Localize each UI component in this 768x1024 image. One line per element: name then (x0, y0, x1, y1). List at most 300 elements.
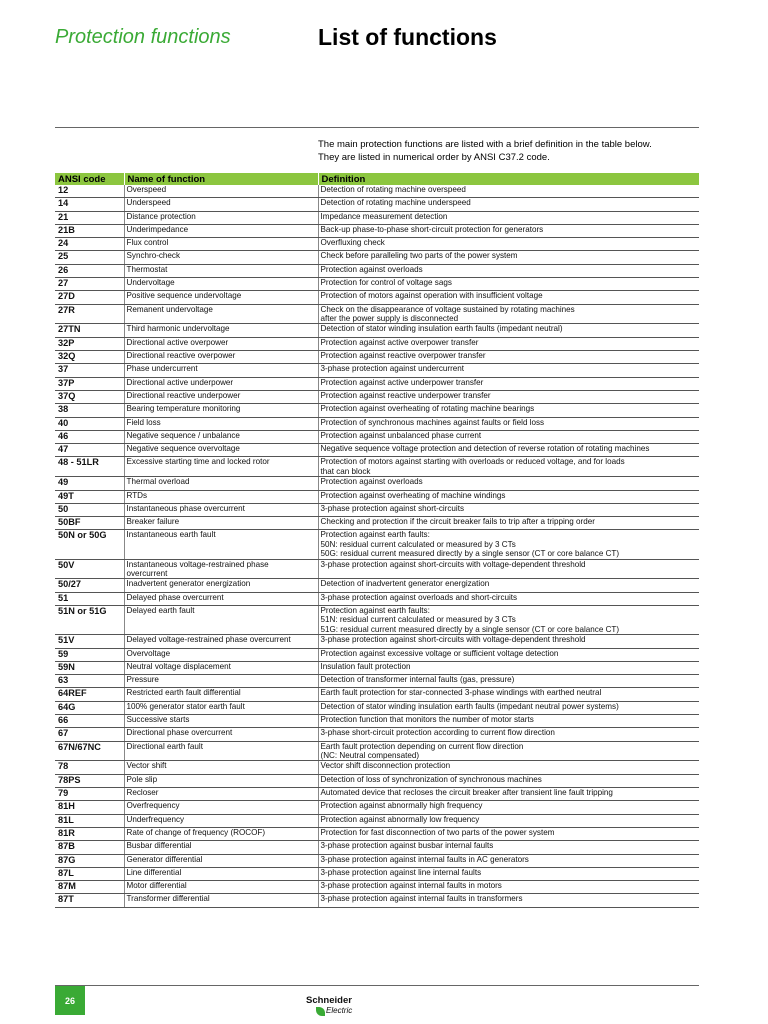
ansi-code-cell: 37 (55, 364, 124, 377)
definition-line: Detection of transformer internal faults (gas, pressure) (320, 675, 515, 685)
ansi-code-cell: 27 (55, 278, 124, 291)
function-name-cell (124, 761, 318, 774)
definition-line: (NC: Neutral compensated) (320, 751, 420, 761)
definition-cell (318, 854, 699, 867)
definition-cell (318, 814, 699, 827)
function-name-line: Transformer differential (126, 894, 210, 904)
table-row (55, 324, 699, 337)
function-name-cell (124, 701, 318, 714)
function-name-cell (124, 688, 318, 701)
column-header-definition: Definition (318, 173, 699, 185)
function-name-cell (124, 635, 318, 648)
function-name-cell (124, 291, 318, 304)
ansi-code-cell: 87B (55, 841, 124, 854)
definition-cell (318, 728, 699, 741)
definition-cell (318, 304, 699, 324)
definition-cell (318, 211, 699, 224)
definition-cell (318, 675, 699, 688)
function-name-line: Third harmonic undervoltage (126, 324, 230, 334)
table-row (55, 198, 699, 211)
intro-text (318, 139, 698, 164)
definition-line: 3-phase protection against overloads and short-circuits (320, 592, 518, 602)
function-name-line: Directional active overpower (126, 337, 229, 347)
column-header-ansi-code: ANSI code (55, 173, 124, 185)
ansi-code-cell: 50/27 (55, 579, 124, 592)
ansi-code-cell: 50 (55, 503, 124, 516)
function-name-line: Field loss (126, 417, 161, 427)
ansi-code-cell: 51 (55, 592, 124, 605)
definition-line: Check before paralleling two parts of the power system (320, 251, 518, 261)
function-name-cell (124, 661, 318, 674)
definition-cell (318, 774, 699, 787)
definition-cell (318, 517, 699, 530)
definition-line: Protection against reactive underpower transfer (320, 390, 491, 400)
table-row (55, 351, 699, 364)
ansi-code-cell: 87M (55, 881, 124, 894)
definition-line: Protection against active overpower transfer (320, 337, 479, 347)
function-name-cell (124, 490, 318, 503)
ansi-code-cell: 24 (55, 238, 124, 251)
definition-line: Protection against earth faults: (320, 530, 430, 540)
table-row (55, 788, 699, 801)
function-name-cell (124, 579, 318, 592)
function-name-cell (124, 477, 318, 490)
ansi-code-cell: 25 (55, 251, 124, 264)
function-name-cell (124, 390, 318, 403)
function-name-line: Restricted earth fault differential (126, 688, 241, 698)
definition-cell (318, 417, 699, 430)
definition-cell (318, 701, 699, 714)
table-row (55, 881, 699, 894)
definition-line: Protection of synchronous machines against faults or field loss (320, 417, 545, 427)
function-name-cell (124, 364, 318, 377)
table-body (55, 185, 699, 907)
definition-cell (318, 430, 699, 443)
definition-line: Earth fault protection for star-connected 3-phase windings with earthed neutral (320, 688, 602, 698)
definition-line: 51G: residual current measured directly by a single sensor (CT or core balance CT) (320, 624, 620, 634)
function-name-cell (124, 894, 318, 907)
column-header-name-of-function: Name of function (124, 173, 318, 185)
function-name-cell (124, 404, 318, 417)
definition-cell (318, 264, 699, 277)
definition-cell (318, 457, 699, 477)
table-row (55, 854, 699, 867)
table-row (55, 841, 699, 854)
function-name-line: Flux control (126, 238, 169, 248)
function-name-line: Delayed earth fault (126, 606, 195, 616)
definition-cell (318, 841, 699, 854)
table-row (55, 291, 699, 304)
table-row (55, 430, 699, 443)
table-row (55, 741, 699, 761)
ansi-code-cell: 50BF (55, 517, 124, 530)
function-name-line: Synchro-check (126, 251, 181, 261)
function-name-cell (124, 304, 318, 324)
function-name-line: Thermostat (126, 264, 168, 274)
function-name-line: Thermal overload (126, 477, 190, 487)
ansi-code-cell: 12 (55, 185, 124, 198)
table-row (55, 530, 699, 559)
function-name-cell (124, 867, 318, 880)
definition-cell (318, 185, 699, 198)
function-name-line: Overvoltage (126, 648, 171, 658)
ansi-code-cell: 50V (55, 559, 124, 579)
ansi-code-cell: 27D (55, 291, 124, 304)
definition-line: Overfluxing check (320, 238, 385, 248)
schneider-electric-logo (306, 995, 366, 1019)
definition-line: 50N: residual current calculated or measured by 3 CTs (320, 539, 516, 549)
definition-cell (318, 688, 699, 701)
function-name-line: Underfrequency (126, 814, 185, 824)
section-title: Protection functions (55, 26, 231, 48)
function-name-line: Pressure (126, 675, 159, 685)
ansi-code-cell: 32Q (55, 351, 124, 364)
table-row (55, 701, 699, 714)
table-row (55, 559, 699, 579)
function-name-line: Rate of change of frequency (ROCOF) (126, 827, 266, 837)
table-row (55, 606, 699, 635)
table-row (55, 377, 699, 390)
table-row (55, 224, 699, 237)
definition-line: Impedance measurement detection (320, 211, 448, 221)
function-name-line: Excessive starting time and locked rotor (126, 457, 270, 467)
function-name-line: Pole slip (126, 774, 158, 784)
function-name-cell (124, 264, 318, 277)
function-name-line: Overspeed (126, 185, 167, 194)
table-row (55, 592, 699, 605)
definition-line: Back-up phase-to-phase short-circuit protection for generators (320, 224, 544, 234)
definition-cell (318, 503, 699, 516)
table-row (55, 238, 699, 251)
definition-line: Detection of rotating machine underspeed (320, 198, 471, 208)
ansi-code-cell: 64REF (55, 688, 124, 701)
function-name-line: Negative sequence overvoltage (126, 444, 240, 454)
table-row (55, 417, 699, 430)
function-name-line: Underspeed (126, 198, 171, 208)
function-name-cell (124, 715, 318, 728)
function-name-cell (124, 457, 318, 477)
function-name-cell (124, 238, 318, 251)
definition-cell (318, 490, 699, 503)
function-name-cell (124, 841, 318, 854)
ansi-code-cell: 87T (55, 894, 124, 907)
ansi-code-cell: 37Q (55, 390, 124, 403)
function-name-cell (124, 417, 318, 430)
definition-line: Protection against overloads (320, 264, 423, 274)
function-name-line: Underimpedance (126, 224, 189, 234)
definition-cell (318, 867, 699, 880)
ansi-code-cell: 78PS (55, 774, 124, 787)
function-name-line: Distance protection (126, 211, 196, 221)
definition-line: 50G: residual current measured directly by a single sensor (CT or core balance CT) (320, 549, 620, 559)
definition-cell (318, 648, 699, 661)
definition-line: 3-phase protection against busbar internal faults (320, 841, 494, 851)
definition-line: Protection against excessive voltage or sufficient voltage detection (320, 648, 559, 658)
function-name-cell (124, 788, 318, 801)
definition-cell (318, 291, 699, 304)
definition-line: Checking and protection if the circuit breaker fails to trip after a tripping order (320, 517, 595, 527)
ansi-code-cell: 38 (55, 404, 124, 417)
function-name-line: Delayed voltage-restrained phase overcurrent (126, 635, 291, 645)
ansi-code-cell: 49 (55, 477, 124, 490)
definition-line: that can block (320, 466, 371, 476)
table-row (55, 675, 699, 688)
table-row (55, 867, 699, 880)
functions-table (55, 173, 699, 908)
definition-line: Automated device that recloses the circuit breaker after transient line fault tripping (320, 788, 613, 798)
function-name-line: RTDs (126, 490, 148, 500)
function-name-line: Generator differential (126, 854, 203, 864)
table-row (55, 264, 699, 277)
function-name-line: Recloser (126, 788, 159, 798)
definition-line: Protection against unbalanced phase current (320, 430, 482, 440)
definition-line: after the power supply is disconnected (320, 314, 459, 324)
ansi-code-cell: 81L (55, 814, 124, 827)
function-name-cell (124, 774, 318, 787)
definition-cell (318, 788, 699, 801)
table-row (55, 503, 699, 516)
function-name-line: Line differential (126, 867, 182, 877)
ansi-code-cell: 48 - 51LR (55, 457, 124, 477)
page-title: List of functions (318, 24, 497, 50)
definition-cell (318, 606, 699, 635)
function-name-cell (124, 592, 318, 605)
function-name-line: Inadvertent generator energization (126, 579, 251, 589)
function-name-cell (124, 741, 318, 761)
function-name-line: Remanent undervoltage (126, 304, 213, 314)
function-name-line: overcurrent (126, 569, 168, 579)
ansi-code-cell: 67N/67NC (55, 741, 124, 761)
definition-cell (318, 404, 699, 417)
ansi-code-cell: 87G (55, 854, 124, 867)
definition-cell (318, 827, 699, 840)
ansi-code-cell: 49T (55, 490, 124, 503)
definition-line: Protection of motors against operation with insufficient voltage (320, 291, 543, 301)
function-name-line: Directional phase overcurrent (126, 728, 233, 738)
function-name-cell (124, 606, 318, 635)
function-name-cell (124, 324, 318, 337)
function-name-cell (124, 185, 318, 198)
function-name-line: Positive sequence undervoltage (126, 291, 242, 301)
table-row (55, 635, 699, 648)
definition-cell (318, 661, 699, 674)
table-row (55, 444, 699, 457)
function-name-cell (124, 377, 318, 390)
function-name-line: Motor differential (126, 881, 187, 891)
function-name-cell (124, 430, 318, 443)
ansi-code-cell: 27TN (55, 324, 124, 337)
definition-line: Detection of rotating machine overspeed (320, 185, 466, 194)
definition-cell (318, 351, 699, 364)
function-name-cell (124, 854, 318, 867)
table-row (55, 715, 699, 728)
table-row (55, 404, 699, 417)
function-name-cell (124, 827, 318, 840)
definition-line: Protection against active underpower transfer (320, 377, 484, 387)
ansi-code-cell: 26 (55, 264, 124, 277)
footer-divider (55, 985, 699, 986)
function-name-cell (124, 198, 318, 211)
definition-cell (318, 801, 699, 814)
ansi-code-cell: 59 (55, 648, 124, 661)
definition-cell (318, 579, 699, 592)
logo-text-line-2: Electric (326, 1006, 353, 1015)
ansi-code-cell: 51V (55, 635, 124, 648)
definition-line: Check on the disappearance of voltage sustained by rotating machines (320, 304, 575, 314)
intro-line-1: The main protection functions are listed with a brief definition in the table below. (318, 139, 652, 150)
table-row (55, 251, 699, 264)
table-row (55, 827, 699, 840)
table-row (55, 278, 699, 291)
definition-cell (318, 377, 699, 390)
function-name-line: Delayed phase overcurrent (126, 592, 224, 602)
function-name-line: Overfrequency (126, 801, 180, 811)
definition-cell (318, 324, 699, 337)
definition-line: Protection against overheating of machine windings (320, 490, 506, 500)
function-name-line: Phase undercurrent (126, 364, 198, 374)
table-row (55, 211, 699, 224)
function-name-cell (124, 530, 318, 559)
function-name-cell (124, 559, 318, 579)
function-name-cell (124, 881, 318, 894)
ansi-code-cell: 87L (55, 867, 124, 880)
table-row (55, 337, 699, 350)
logo-text-line-1: Schneider (306, 995, 352, 1006)
function-name-line: Bearing temperature monitoring (126, 404, 241, 414)
ansi-code-cell: 37P (55, 377, 124, 390)
function-name-line: Directional reactive overpower (126, 351, 236, 361)
function-name-line: Undervoltage (126, 278, 175, 288)
table-row (55, 648, 699, 661)
definition-cell (318, 715, 699, 728)
function-name-cell (124, 337, 318, 350)
definition-cell (318, 251, 699, 264)
definition-line: 3-phase protection against internal faults in transformers (320, 894, 523, 904)
definition-cell (318, 592, 699, 605)
definition-line: Protection for fast disconnection of two parts of the power system (320, 827, 555, 837)
definition-line: Protection against abnormally high frequency (320, 801, 483, 811)
definition-line: Insulation fault protection (320, 661, 411, 671)
definition-cell (318, 444, 699, 457)
ansi-code-cell: 27R (55, 304, 124, 324)
function-name-cell (124, 801, 318, 814)
function-name-line: Instantaneous phase overcurrent (126, 503, 245, 513)
definition-line: 3-phase protection against short-circuits with voltage-dependent threshold (320, 559, 586, 569)
table-row (55, 364, 699, 377)
definition-line: 3-phase protection against undercurrent (320, 364, 465, 374)
table-header-row (55, 173, 699, 185)
table-row (55, 185, 699, 198)
function-name-line: Vector shift (126, 761, 167, 771)
ansi-code-cell: 32P (55, 337, 124, 350)
definition-line: Protection of motors against starting with overloads or reduced voltage, and for loads (320, 457, 625, 467)
table-row (55, 774, 699, 787)
definition-cell (318, 364, 699, 377)
ansi-code-cell: 14 (55, 198, 124, 211)
ansi-code-cell: 21B (55, 224, 124, 237)
ansi-code-cell: 59N (55, 661, 124, 674)
definition-cell (318, 198, 699, 211)
ansi-code-cell: 50N or 50G (55, 530, 124, 559)
definition-cell (318, 894, 699, 907)
table-row (55, 688, 699, 701)
table-row (55, 894, 699, 907)
ansi-code-cell: 40 (55, 417, 124, 430)
definition-cell (318, 477, 699, 490)
definition-line: Vector shift disconnection protection (320, 761, 451, 771)
intro-line-2: They are listed in numerical order by ANSI C37.2 code. (318, 151, 550, 163)
function-name-cell (124, 224, 318, 237)
function-name-cell (124, 278, 318, 291)
ansi-code-cell: 51N or 51G (55, 606, 124, 635)
definition-line: Detection of stator winding insulation earth faults (impedant neutral) (320, 324, 563, 334)
function-name-line: Directional reactive underpower (126, 390, 241, 400)
definition-cell (318, 530, 699, 559)
definition-line: 3-phase protection against internal faults in AC generators (320, 854, 529, 864)
function-name-cell (124, 675, 318, 688)
table-row (55, 390, 699, 403)
function-name-line: Successive starts (126, 715, 190, 725)
function-name-cell (124, 444, 318, 457)
ansi-code-cell: 64G (55, 701, 124, 714)
function-name-line: Negative sequence / unbalance (126, 430, 240, 440)
definition-cell (318, 741, 699, 761)
function-name-cell (124, 814, 318, 827)
definition-cell (318, 278, 699, 291)
table-row (55, 477, 699, 490)
definition-line: Detection of loss of synchronization of synchronous machines (320, 774, 542, 784)
function-name-cell (124, 251, 318, 264)
ansi-code-cell: 81H (55, 801, 124, 814)
definition-line: 51N: residual current calculated or measured by 3 CTs (320, 615, 516, 625)
function-name-cell (124, 211, 318, 224)
function-name-cell (124, 517, 318, 530)
definition-line: 3-phase protection against line internal faults (320, 867, 482, 877)
ansi-code-cell: 78 (55, 761, 124, 774)
definition-cell (318, 238, 699, 251)
function-name-cell (124, 728, 318, 741)
definition-line: Protection function that monitors the number of motor starts (320, 715, 534, 725)
function-name-line: Breaker failure (126, 517, 180, 527)
table-row (55, 728, 699, 741)
definition-cell (318, 390, 699, 403)
function-name-line: Busbar differential (126, 841, 192, 851)
function-name-line: Directional earth fault (126, 741, 203, 751)
table-row (55, 490, 699, 503)
definition-line: 3-phase protection against short-circuits with voltage-dependent threshold (320, 635, 586, 645)
definition-cell (318, 224, 699, 237)
definition-line: Detection of inadvertent generator energization (320, 579, 490, 589)
definition-line: 3-phase protection against short-circuits (320, 503, 465, 513)
ansi-code-cell: 47 (55, 444, 124, 457)
definition-line: Protection against overloads (320, 477, 423, 487)
leaf-icon (316, 1007, 325, 1016)
ansi-code-cell: 46 (55, 430, 124, 443)
definition-line: Protection against reactive overpower transfer (320, 351, 486, 361)
ansi-code-cell: 67 (55, 728, 124, 741)
table-row (55, 761, 699, 774)
table-row (55, 579, 699, 592)
function-name-line: Directional active underpower (126, 377, 234, 387)
header-divider (55, 127, 699, 128)
function-name-cell (124, 351, 318, 364)
ansi-code-cell: 63 (55, 675, 124, 688)
page-number: 26 (55, 986, 85, 1015)
definition-line: Protection for control of voltage sags (320, 278, 452, 288)
definition-cell (318, 761, 699, 774)
definition-line: 3-phase short-circuit protection according to current flow direction (320, 728, 555, 738)
ansi-code-cell: 66 (55, 715, 124, 728)
